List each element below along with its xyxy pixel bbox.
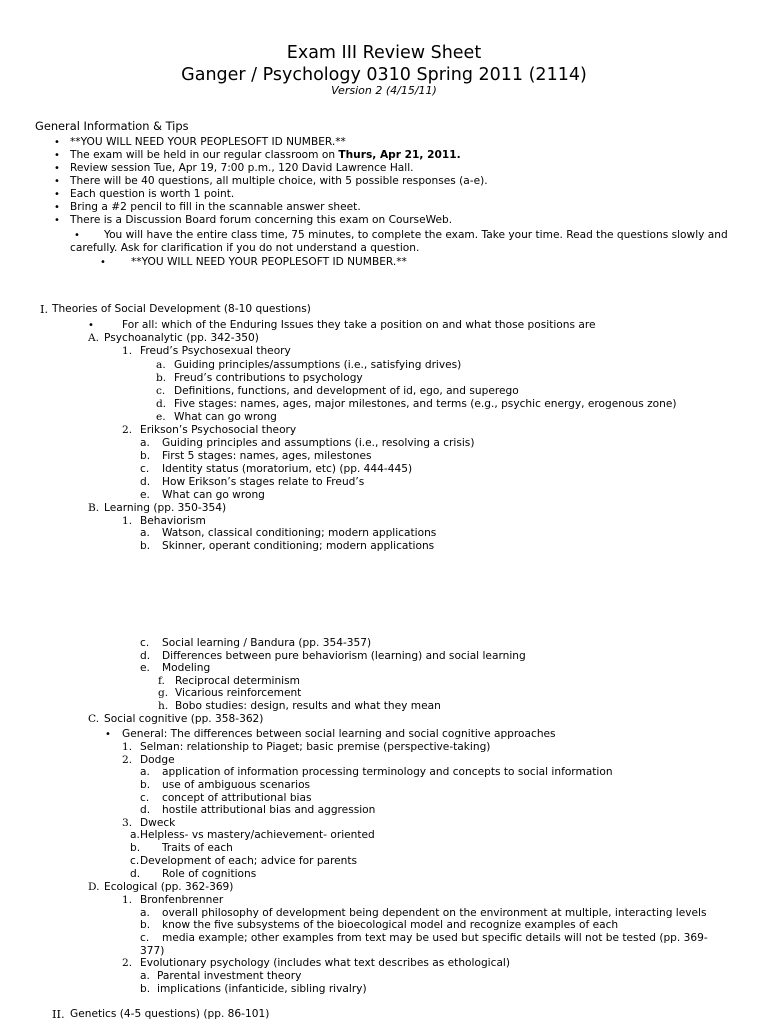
item-marker: a.: [140, 970, 150, 982]
list-item: application of information processing terminology and concepts to social information: [162, 766, 613, 778]
list-item: Differences between pure behaviorism (learning) and social learning: [162, 650, 526, 662]
section-1-title: Theories of Social Development (8-10 questions): [52, 303, 311, 315]
bullet-icon: •: [100, 257, 106, 268]
list-item: Each question is worth 1 point.: [70, 188, 235, 200]
bullet-icon: •: [105, 729, 111, 740]
bullet-icon: •: [54, 163, 60, 174]
list-item: overall philosophy of development being dependent on the environment at multiple, interacting levels: [162, 907, 707, 919]
bullet-icon: •: [54, 137, 60, 148]
item-marker: d.: [140, 650, 151, 662]
item-marker: c.: [156, 385, 166, 397]
list-item: use of ambiguous scenarios: [162, 779, 311, 791]
subsection-d-marker: D.: [88, 881, 100, 893]
item-marker: e.: [140, 662, 150, 674]
item-marker: b.: [140, 779, 151, 791]
behaviorism-heading: Behaviorism: [140, 515, 206, 527]
item-marker: b.: [140, 983, 151, 995]
item-marker: d.: [130, 868, 141, 880]
list-item: You will have the entire class time, 75 minutes, to complete the exam. Take your time. Read the questions slowly and carefully. Ask for clarification if you do not understand a question.: [70, 229, 728, 254]
list-item: What can go wrong: [162, 489, 265, 501]
item-marker: d.: [140, 804, 151, 816]
item-marker: b.: [140, 540, 151, 552]
version-label: Version 2 (4/15/11): [331, 84, 437, 97]
page-title: Exam III Review Sheet: [286, 43, 482, 63]
item-number: 2.: [122, 957, 133, 969]
list-item: Bring a #2 pencil to fill in the scannable answer sheet.: [70, 201, 361, 213]
page-subtitle: Ganger / Psychology 0310 Spring 2011 (2114): [181, 65, 587, 85]
erikson-heading: Erikson’s Psychosocial theory: [140, 424, 297, 436]
item-number: 2.: [122, 424, 133, 436]
list-item: The exam will be held in our regular classroom on Thurs, Apr 21, 2011.: [70, 149, 461, 161]
list-item: What can go wrong: [174, 411, 277, 423]
bullet-icon: •: [54, 202, 60, 213]
bullet-icon: •: [88, 320, 94, 331]
item-number: 1.: [122, 741, 133, 753]
item-marker: a.: [130, 829, 140, 841]
item-marker: a.: [140, 766, 150, 778]
list-item: How Erikson’s stages relate to Freud’s: [162, 476, 365, 488]
list-item: concept of attributional bias: [162, 792, 312, 804]
list-item: Development of each; advice for parents: [140, 855, 358, 867]
subsection-c-title: Social cognitive (pp. 358-362): [104, 713, 264, 725]
item-marker: a.: [156, 359, 166, 371]
list-item: Guiding principles/assumptions (i.e., satisfying drives): [174, 359, 462, 371]
list-item: Helpless- vs mastery/achievement- oriented: [140, 829, 375, 841]
item-marker: e.: [140, 489, 150, 501]
list-item: Role of cognitions: [162, 868, 257, 880]
item-marker: a.: [140, 527, 150, 539]
exam-date: Thurs, Apr 21, 2011.: [338, 149, 461, 161]
item-marker: c.: [140, 792, 150, 804]
freud-heading: Freud’s Psychosexual theory: [140, 345, 291, 357]
subsection-d-title: Ecological (pp. 362-369): [104, 881, 234, 893]
list-item: Freud’s contributions to psychology: [174, 372, 363, 384]
list-item: hostile attributional bias and aggression: [162, 804, 376, 816]
bullet-icon: •: [54, 189, 60, 200]
item-marker: c.: [140, 463, 150, 475]
item-marker: f.: [158, 675, 165, 687]
list-item: Social learning / Bandura (pp. 354-357): [162, 637, 372, 649]
for-all-note: For all: which of the Enduring Issues they take a position on and what those positions are: [122, 319, 596, 331]
section-1-number: I.: [40, 302, 49, 316]
item-marker: c.: [130, 855, 140, 867]
list-item: Parental investment theory: [157, 970, 302, 982]
item-marker: c.: [140, 637, 150, 649]
section-2-number: II.: [52, 1007, 65, 1021]
item-marker: g.: [158, 687, 169, 699]
list-item: **YOU WILL NEED YOUR PEOPLESOFT ID NUMBER.**: [70, 136, 346, 148]
item-marker: c.: [140, 932, 150, 944]
item-number: 1.: [122, 345, 133, 357]
list-item: media example; other examples from text may be used but specific details will not be tested (pp. 369-377): [140, 932, 708, 957]
subsection-a-title: Psychoanalytic (pp. 342-350): [104, 332, 259, 344]
item-marker: h.: [158, 700, 169, 712]
list-item: Traits of each: [162, 842, 233, 854]
subsection-b-marker: B.: [88, 502, 100, 514]
item-marker: b.: [156, 372, 167, 384]
item-marker: a.: [140, 907, 150, 919]
item-number: 1.: [122, 515, 133, 527]
list-item: Guiding principles and assumptions (i.e., resolving a crisis): [162, 437, 475, 449]
bullet-icon: •: [54, 150, 60, 161]
bullet-icon: •: [74, 230, 80, 241]
list-item: **YOU WILL NEED YOUR PEOPLESOFT ID NUMBER.**: [131, 256, 407, 268]
dodge-heading: Dodge: [140, 754, 175, 766]
item-marker: a.: [140, 437, 150, 449]
list-item: Bobo studies: design, results and what they mean: [175, 700, 441, 712]
list-item: Reciprocal determinism: [175, 675, 300, 687]
item-marker: e.: [156, 411, 166, 423]
list-item: Identity status (moratorium, etc) (pp. 444-445): [162, 463, 413, 475]
list-item: Five stages: names, ages, major milestones, and terms (e.g., psychic energy, erogenous zone): [174, 398, 677, 410]
list-item: Selman: relationship to Piaget; basic premise (perspective-taking): [140, 741, 491, 753]
item-number: 3.: [122, 817, 133, 829]
list-item: Modeling: [162, 662, 211, 674]
bullet-icon: •: [54, 176, 60, 187]
list-item: First 5 stages: names, ages, milestones: [162, 450, 372, 462]
subsection-b-title: Learning (pp. 350-354): [104, 502, 227, 514]
dweck-heading: Dweck: [140, 817, 176, 829]
list-item: know the five subsystems of the bioecological model and recognize examples of each: [162, 919, 619, 931]
list-item: Review session Tue, Apr 19, 7:00 p.m., 120 David Lawrence Hall.: [70, 162, 414, 174]
item-marker: b.: [140, 450, 151, 462]
list-item: General: The differences between social learning and social cognitive approaches: [122, 728, 556, 740]
list-item: There will be 40 questions, all multiple choice, with 5 possible responses (a-e).: [70, 175, 488, 187]
item-marker: b.: [140, 919, 151, 931]
section-2-title: Genetics (4-5 questions) (pp. 86-101): [70, 1008, 270, 1020]
evolutionary-heading: Evolutionary psychology (includes what text describes as ethological): [140, 957, 511, 969]
list-item: Definitions, functions, and development of id, ego, and superego: [174, 385, 519, 397]
list-item: Watson, classical conditioning; modern applications: [162, 527, 437, 539]
bullet-icon: •: [54, 215, 60, 226]
item-marker: b.: [130, 842, 141, 854]
general-info-heading: General Information & Tips: [35, 119, 189, 133]
bronfenbrenner-heading: Bronfenbrenner: [140, 894, 224, 906]
item-number: 2.: [122, 754, 133, 766]
list-item: Skinner, operant conditioning; modern applications: [162, 540, 435, 552]
list-item: There is a Discussion Board forum concerning this exam on CourseWeb.: [70, 214, 453, 226]
item-marker: d.: [156, 398, 167, 410]
list-item: implications (infanticide, sibling rivalry): [157, 983, 367, 995]
subsection-a-marker: A.: [88, 332, 100, 344]
item-number: 1.: [122, 894, 133, 906]
item-marker: d.: [140, 476, 151, 488]
subsection-c-marker: C.: [88, 713, 100, 725]
list-item: Vicarious reinforcement: [175, 687, 302, 699]
